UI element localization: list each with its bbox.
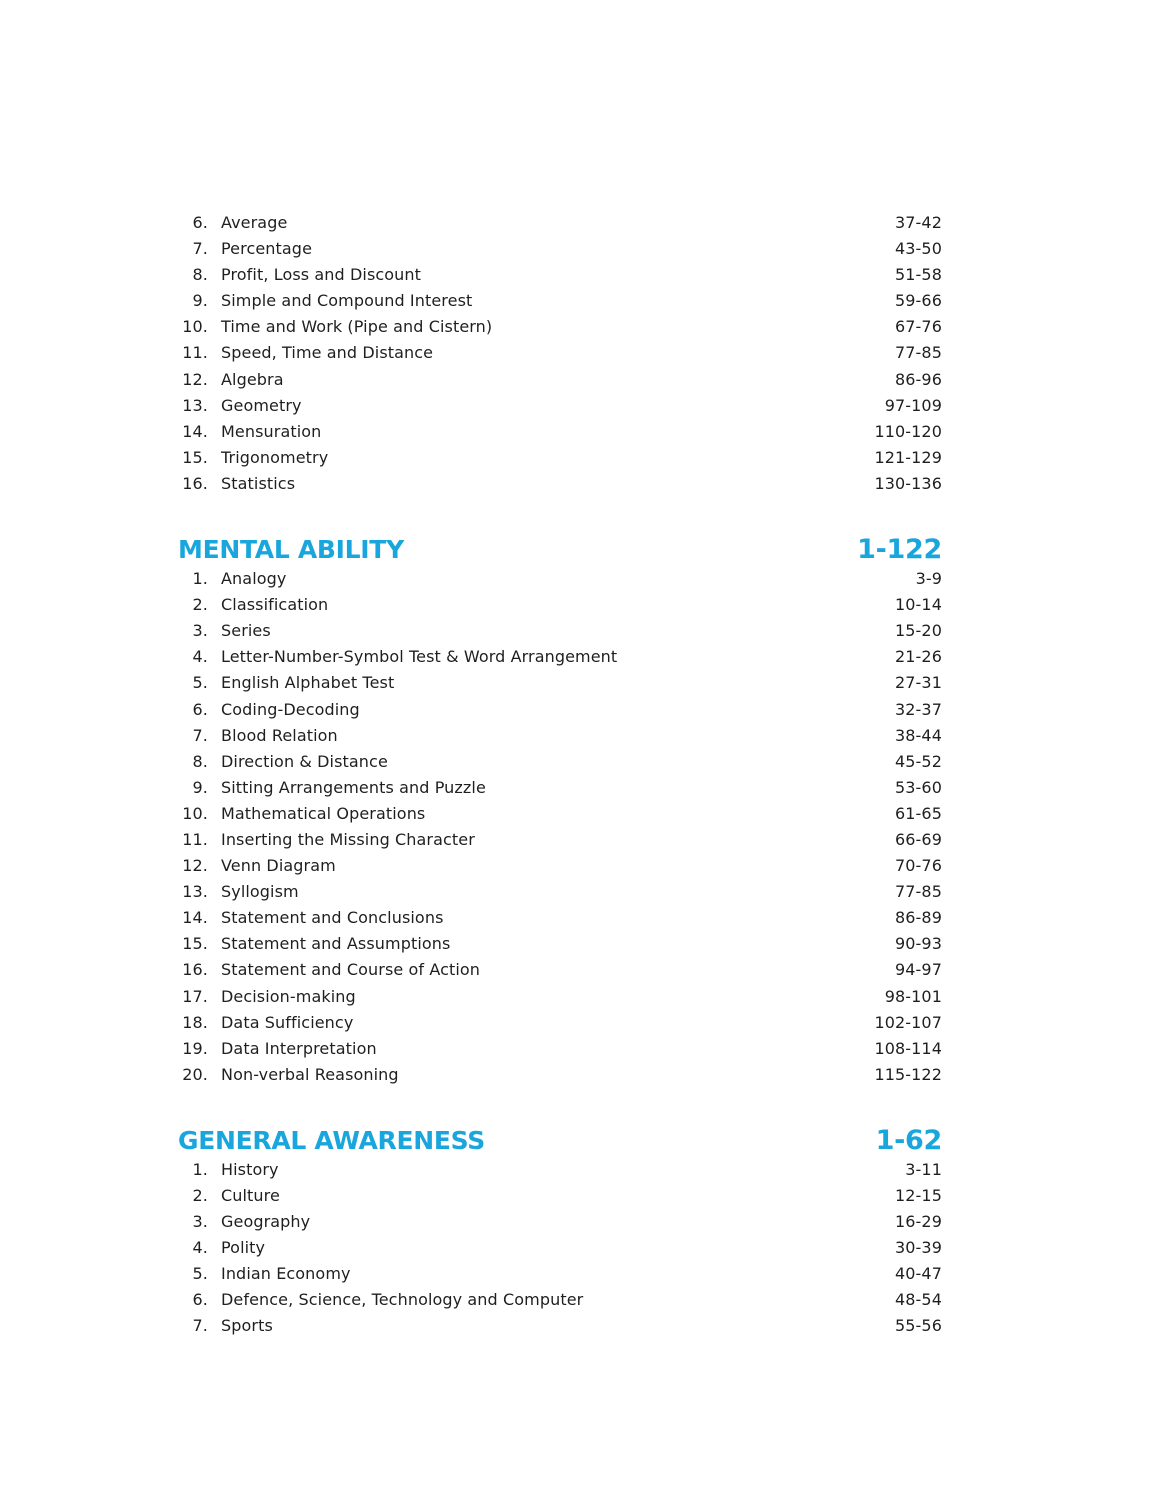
chapter-number: 11. (182, 343, 208, 363)
chapter-number: 11. (182, 829, 208, 849)
chapter-number: 2. (192, 1186, 208, 1205)
chapter-title: Profit, Loss and Discount (221, 265, 422, 285)
chapter-number: 3. (192, 621, 208, 641)
chapter-page-range: 45-52 (895, 751, 942, 771)
chapter-number: 18. (182, 1012, 208, 1032)
chapter-title: Blood Relation (221, 725, 338, 745)
chapter-title: Coding-Decoding (221, 699, 360, 719)
chapter-title: Analogy (221, 569, 287, 589)
section-spacer (178, 497, 942, 534)
chapter-number: 2. (192, 595, 208, 615)
chapter-number: 10. (182, 803, 208, 823)
toc-entry (178, 471, 942, 497)
chapter-page-range: 51-58 (895, 265, 942, 285)
chapter-number: 6. (192, 699, 208, 719)
chapter-page-range: 108-114 (874, 1038, 942, 1058)
chapter-number: 14. (182, 908, 208, 928)
toc-entry (178, 984, 942, 1010)
chapter-page-range: 3-11 (905, 1159, 942, 1179)
chapter-page-range: 102-107 (874, 1012, 942, 1032)
toc-entry (178, 827, 942, 853)
chapter-page-range: 77-85 (895, 882, 942, 902)
toc-entry (178, 931, 942, 957)
chapter-page-range: 53-60 (895, 777, 942, 797)
chapter-number: 5. (192, 1264, 208, 1284)
chapter-page-range: 43-50 (895, 239, 942, 259)
chapter-page-range: 59-66 (895, 291, 942, 311)
toc-entry (178, 749, 942, 775)
chapter-page-range: 98-101 (884, 986, 942, 1006)
chapter-number: 19. (182, 1038, 208, 1058)
toc-entry (178, 566, 942, 592)
quant-chapter-list (178, 210, 942, 497)
toc-entry (178, 1261, 942, 1287)
chapter-number: 12. (182, 369, 208, 389)
chapter-title: Speed, Time and Distance (221, 343, 434, 363)
toc-entry (178, 1157, 942, 1183)
chapter-page-range: 130-136 (874, 473, 942, 493)
chapter-page-range: 70-76 (895, 856, 942, 876)
chapter-title: Statement and Assumptions (221, 934, 451, 954)
chapter-page-range: 12-15 (895, 1186, 942, 1205)
chapter-title: Statistics (221, 473, 296, 493)
chapter-page-range: 30-39 (895, 1238, 942, 1258)
chapter-title: History (221, 1159, 279, 1179)
chapter-title: Statement and Conclusions (221, 908, 444, 928)
toc-entry (178, 801, 942, 827)
chapter-title: Percentage (221, 239, 313, 259)
section-heading-general-awareness (178, 1125, 942, 1157)
chapter-title: Time and Work (Pipe and Cistern) (221, 317, 493, 337)
chapter-page-range: 115-122 (874, 1064, 942, 1084)
chapter-title: Simple and Compound Interest (221, 291, 473, 311)
chapter-title: Series (221, 621, 271, 641)
section-page-range: 1-122 (857, 534, 942, 566)
chapter-title: Sitting Arrangements and Puzzle (221, 777, 486, 797)
chapter-number: 14. (182, 421, 208, 441)
toc-entry (178, 853, 942, 879)
chapter-number: 16. (182, 473, 208, 493)
chapter-title: Culture (221, 1186, 280, 1205)
chapter-number: 16. (182, 960, 208, 980)
section-title: MENTAL ABILITY (178, 535, 404, 565)
chapter-number: 6. (192, 213, 208, 232)
chapter-page-range: 10-14 (895, 595, 942, 615)
toc-entry (178, 670, 942, 696)
chapter-number: 1. (192, 1159, 208, 1179)
chapter-page-range: 15-20 (895, 621, 942, 641)
chapter-page-range: 48-54 (895, 1290, 942, 1310)
chapter-title: Data Interpretation (221, 1038, 377, 1058)
chapter-page-range: 27-31 (895, 673, 942, 693)
chapter-title: Defence, Science, Technology and Computer (221, 1290, 584, 1310)
chapter-title: Mensuration (221, 421, 322, 441)
chapter-number: 8. (192, 751, 208, 771)
chapter-page-range: 77-85 (895, 343, 942, 363)
toc-entry (178, 314, 942, 340)
chapter-title: Average (221, 213, 288, 232)
toc-entry (178, 957, 942, 983)
toc-entry (178, 879, 942, 905)
chapter-title: Letter-Number-Symbol Test & Word Arrangement (221, 647, 618, 667)
chapter-number: 4. (192, 1238, 208, 1258)
chapter-title: Data Sufficiency (221, 1012, 354, 1032)
chapter-number: 9. (192, 777, 208, 797)
chapter-title: Algebra (221, 369, 284, 389)
chapter-number: 6. (192, 1290, 208, 1310)
toc-entry (178, 1036, 942, 1062)
chapter-number: 13. (182, 882, 208, 902)
chapter-title: Statement and Course of Action (221, 960, 481, 980)
chapter-page-range: 38-44 (895, 725, 942, 745)
chapter-page-range: 97-109 (884, 395, 942, 415)
toc-entry (178, 1010, 942, 1036)
chapter-number: 7. (192, 725, 208, 745)
chapter-number: 9. (192, 291, 208, 311)
toc-entry (178, 618, 942, 644)
toc-entry (178, 1235, 942, 1261)
toc-entry (178, 236, 942, 262)
chapter-title: Indian Economy (221, 1264, 351, 1284)
toc-entry (178, 723, 942, 749)
toc-entry (178, 367, 942, 393)
chapter-title: Polity (221, 1238, 266, 1258)
section-page-range: 1-62 (875, 1124, 942, 1156)
chapter-number: 1. (192, 569, 208, 589)
toc-entry (178, 592, 942, 618)
toc-entry (178, 1287, 942, 1313)
toc-entry (178, 644, 942, 670)
chapter-page-range: 67-76 (895, 317, 942, 337)
chapter-page-range: 55-56 (895, 1316, 942, 1336)
chapter-title: Direction & Distance (221, 751, 388, 771)
chapter-number: 5. (192, 673, 208, 693)
chapter-number: 8. (192, 265, 208, 285)
section-title: GENERAL AWARENESS (178, 1125, 485, 1155)
chapter-page-range: 86-89 (895, 908, 942, 928)
chapter-page-range: 61-65 (895, 803, 942, 823)
chapter-page-range: 16-29 (895, 1212, 942, 1232)
toc-entry (178, 1209, 942, 1235)
chapter-title: Non-verbal Reasoning (221, 1064, 399, 1084)
chapter-number: 20. (182, 1064, 208, 1084)
chapter-number: 7. (192, 1316, 208, 1336)
chapter-number: 4. (192, 647, 208, 667)
chapter-page-range: 37-42 (895, 213, 942, 232)
chapter-page-range: 40-47 (895, 1264, 942, 1284)
chapter-number: 15. (182, 447, 208, 467)
toc-entry (178, 775, 942, 801)
chapter-title: Trigonometry (221, 447, 329, 467)
section-spacer (178, 1088, 942, 1125)
chapter-number: 7. (192, 239, 208, 259)
chapter-page-range: 3-9 (915, 569, 942, 589)
mental-ability-chapter-list (178, 566, 942, 1088)
chapter-page-range: 21-26 (895, 647, 942, 667)
chapter-number: 10. (182, 317, 208, 337)
toc-entry (178, 419, 942, 445)
chapter-title: Mathematical Operations (221, 803, 426, 823)
toc-entry (178, 393, 942, 419)
chapter-title: Geometry (221, 395, 302, 415)
toc-entry (178, 288, 942, 314)
chapter-title: Classification (221, 595, 329, 615)
chapter-title: Geography (221, 1212, 311, 1232)
toc-entry (178, 210, 942, 236)
chapter-page-range: 94-97 (895, 960, 942, 980)
chapter-number: 12. (182, 856, 208, 876)
chapter-title: Inserting the Missing Character (221, 829, 475, 849)
chapter-title: Venn Diagram (221, 856, 336, 876)
chapter-page-range: 32-37 (895, 699, 942, 719)
toc-entry (178, 340, 942, 366)
chapter-title: English Alphabet Test (221, 673, 395, 693)
chapter-title: Syllogism (221, 882, 299, 902)
section-heading-mental-ability (178, 534, 942, 566)
chapter-number: 3. (192, 1212, 208, 1232)
toc-entry (178, 1183, 942, 1209)
chapter-number: 13. (182, 395, 208, 415)
toc-entry (178, 262, 942, 288)
chapter-title: Decision-making (221, 986, 356, 1006)
chapter-page-range: 86-96 (895, 369, 942, 389)
chapter-number: 15. (182, 934, 208, 954)
table-of-contents (178, 210, 942, 1340)
chapter-page-range: 110-120 (874, 421, 942, 441)
toc-entry (178, 697, 942, 723)
chapter-page-range: 121-129 (874, 447, 942, 467)
chapter-number: 17. (182, 986, 208, 1006)
general-awareness-chapter-list (178, 1157, 942, 1340)
toc-entry (178, 1313, 942, 1339)
toc-entry (178, 1062, 942, 1088)
toc-entry (178, 905, 942, 931)
chapter-page-range: 66-69 (895, 829, 942, 849)
chapter-page-range: 90-93 (895, 934, 942, 954)
chapter-title: Sports (221, 1316, 273, 1336)
toc-entry (178, 445, 942, 471)
